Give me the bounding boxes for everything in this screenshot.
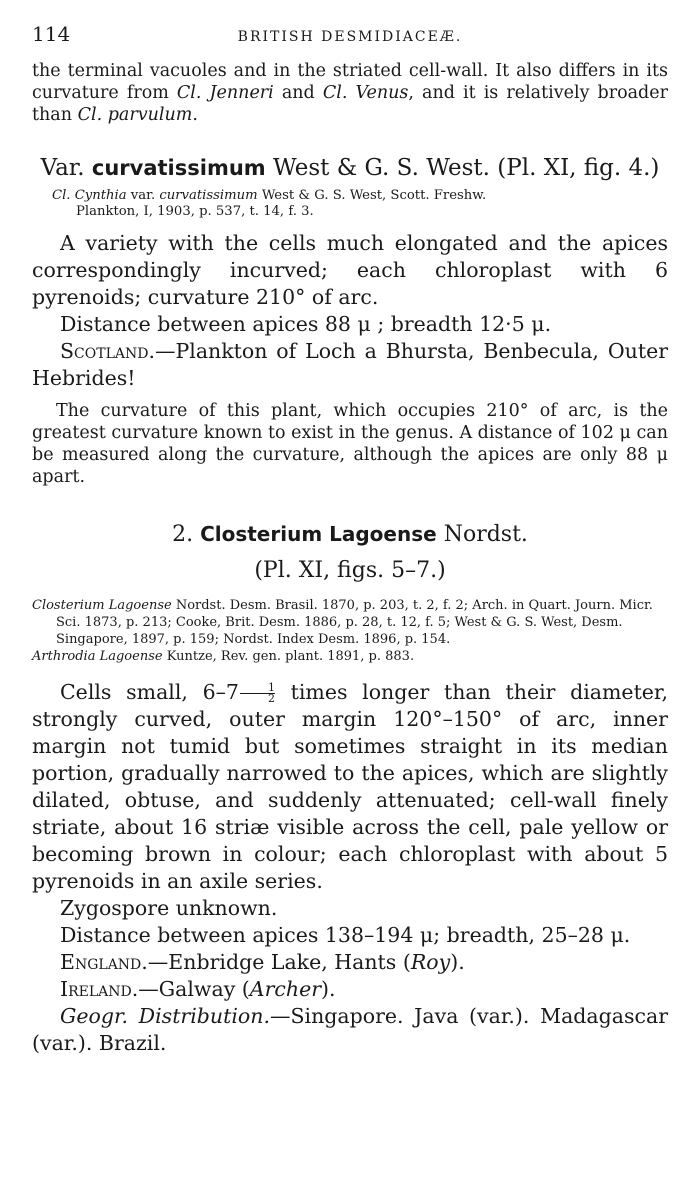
book-page xyxy=(32,22,668,1057)
species-locality-ireland: Ireland.—Galway (Archer). xyxy=(60,977,336,1001)
page-header xyxy=(32,22,668,60)
species-description: Cells small, 6–7 $\frac{1}{2}$ times longer than their diameter, strongly curved, outer margin 120°–150° of arc, inner margin not tumid but sometimes straight in its median portion, gradually narrowed to the apices, which are slightly dilated, obtuse, and suddenly attenuated; cell-wall finely striate, about 16 striæ visible across the cell, pale yellow or becoming brown in colour; each chloroplast with about 5 pyrenoids in an axile series. xyxy=(32,680,668,893)
variety-note: The curvature of this plant, which occupies 210° of arc, is the greatest curvature known to exist in the genus. A distance of 102 μ can be measured along the curvature, although the apices are only 88 μ apart. xyxy=(32,401,668,487)
page-number: 114 xyxy=(32,22,71,46)
species-measurements: Distance between apices 138–194 μ; breadth, 25–28 μ. xyxy=(60,923,631,947)
running-title: BRITISH DESMIDIACEÆ. xyxy=(237,29,463,45)
species-zygospore: Zygospore unknown. xyxy=(60,896,278,920)
variety-measurements: Distance between apices 88 μ ; breadth 12·5 μ. xyxy=(60,312,552,336)
intro-paragraph: the terminal vacuoles and in the striated cell-wall. It also differs in its curvature from Cl. Jenneri and Cl. Venus, and it is relatively broader than Cl. parvulum. xyxy=(32,61,668,125)
variety-plate: (Pl. XI, fig. 4.) xyxy=(497,155,660,181)
species-heading: 2. Closterium Lagoense Nordst. xyxy=(172,522,528,547)
species-name: Closterium Lagoense xyxy=(200,522,437,546)
variety-name: curvatissimum xyxy=(91,156,266,180)
species-distribution: Geogr. Distribution.—Singapore. Java (var.). Madagascar (var.). Brazil. xyxy=(32,1004,668,1055)
variety-heading: Var. curvatissimum West & G. S. West. (Pl. XI, fig. 4.) xyxy=(40,155,660,181)
species-plate: (Pl. XI, figs. 5–7.) xyxy=(254,558,446,583)
variety-locality: Scotland.—Plankton of Loch a Bhursta, Benbecula, Outer Hebrides! xyxy=(32,339,668,390)
variety-synonymy: Cl. Cynthia var. curvatissimum West & G. S. West, Scott. Freshw. Plankton, I, 1903, p. 537, t. 14, f. 3. xyxy=(52,188,487,219)
species-synonymy: Closterium Lagoense Nordst. Desm. Brasil. 1870, p. 203, t. 2, f. 2; Arch. in Quart. Journ. Micr. Sci. 1873, p. 213; Cooke, Brit. Desm. 1886, p. 28, t. 12, f. 5; West & G. S. West, Desm. Singapore, 1897, p. 159; Nordst. Index Desm. 1896, p. 154. Arthrodia Lagoense Kuntze, Rev. gen. plant. 1891, p. 883. xyxy=(32,598,653,664)
variety-description: A variety with the cells much elongated and the apices correspondingly incurved; each chloroplast with 6 pyrenoids; curvature 210° of arc. xyxy=(32,231,668,309)
species-locality-england: England.—Enbridge Lake, Hants (Roy). xyxy=(60,950,465,974)
fraction: $\frac{1}{2}$ xyxy=(240,683,275,704)
